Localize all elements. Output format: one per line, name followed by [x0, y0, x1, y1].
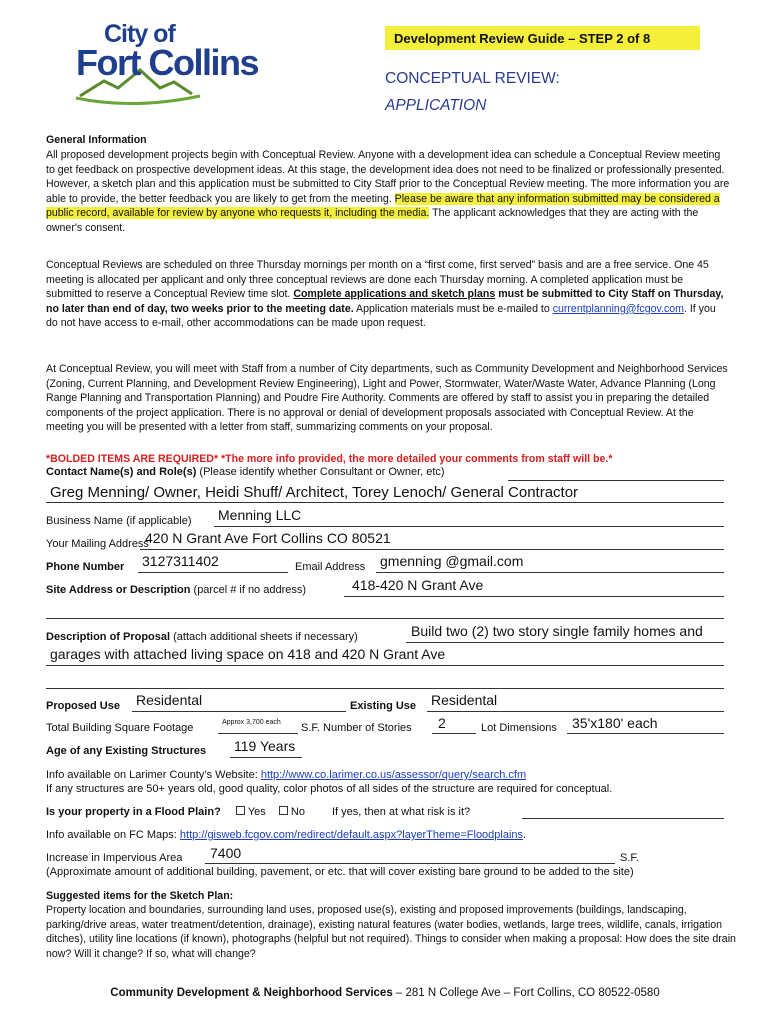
desc-line-3 — [46, 688, 724, 689]
email-instructions: Application materials must be e-mailed to — [356, 302, 550, 315]
site-label: Site Address or Description — [46, 584, 191, 596]
site-label-row — [46, 584, 306, 596]
email-label: Email Address — [295, 561, 366, 573]
contact-hint: (Please identify whether Consultant or Owner, etc) — [199, 466, 445, 478]
desc-input-2[interactable]: garages with attached living space on 418 and 420 N Grant Ave — [50, 646, 446, 662]
stories-line — [432, 733, 476, 734]
phone-label: Phone Number — [46, 561, 125, 573]
site-line-2 — [46, 618, 724, 619]
flood-no-checkbox[interactable] — [279, 806, 288, 815]
guide-label: Development Review Guide – STEP 2 of 8 — [394, 31, 651, 46]
impervious-input[interactable]: 7400 — [210, 845, 242, 861]
mailing-label: Your Mailing Address — [46, 538, 149, 550]
sqft-input[interactable]: Approx 3,700 each — [222, 719, 281, 726]
lot-input[interactable]: 35'x180' each — [572, 715, 658, 731]
deadline-text: must be submitted to City Staff on Thursday, no later than end of day, two weeks prior to the meeting date. — [46, 288, 724, 315]
impervious-note: (Approximate amount of additional building, pavement, or etc. that will cover existing bare ground to be added to the site) — [46, 866, 634, 878]
proposed-label: Proposed Use — [46, 700, 120, 712]
flood-no-option[interactable] — [279, 806, 305, 818]
sqft-line — [218, 733, 298, 734]
general-paragraph-3: At Conceptual Review, you will meet with Staff from a number of City departments, such as Community Development and Neighborhood Services (Zoning, Current Planning, and Development Review Engineering), Light and Power, Stormwater, Water/Waste Water, Advance Planning (Long Range Planning and Transportation Planning) and Poudre Fire Authority. Comments are offered by staff to assist you in preparing the detailed components of the project application. There is no approval or denial of development proposals associated with Conceptual Review. At the meeting you will be presented with a letter from staff, summarizing comments on your proposal. — [46, 363, 728, 434]
schedule-text: Conceptual Reviews are scheduled on three Thursday mornings per month on a “first come, first served” basis and are a free service. One 45 meeting is allocated per applicant and only three conceptual reviews are done each Thursday morning. A completed application must be submitted to reserve a Conceptual Review time slot. — [46, 259, 709, 301]
proposed-input[interactable]: Residental — [136, 692, 203, 708]
phone-line — [138, 572, 288, 573]
existing-input[interactable]: Residental — [431, 692, 498, 708]
sketch-body: Property location and boundaries, surrounding land uses, proposed use(s), existing and proposed improvements (buildings, landscaping, parking/drive areas, water treatment/detention, drainage), existing natural features (water bodies, wetlands, large trees, wildlife, canals, irrigation ditches), utility line locations (if known), photographs (helpful but not required). Things to consider when making a proposal: How does the site drain now? Will it change? If so, what will change? — [46, 904, 736, 960]
sketch-heading: Suggested items for the Sketch Plan: — [46, 890, 234, 902]
footer-dept: Community Development & Neighborhood Services — [110, 987, 393, 999]
impervious-unit: S.F. — [620, 852, 639, 864]
required-note: *BOLDED ITEMS ARE REQUIRED* *The more info provided, the more detailed your comments from staff will be.* — [46, 453, 613, 465]
existing-line — [427, 711, 724, 712]
general-paragraph-2 — [46, 258, 730, 331]
stories-input[interactable]: 2 — [438, 715, 446, 731]
accommodations-text: . If you do not have access to e-mail, other accommodations can be made upon request. — [46, 302, 716, 330]
impervious-line — [205, 863, 615, 864]
proposed-line — [132, 711, 346, 712]
sqft-unit: S.F. Number of Stories — [301, 722, 412, 734]
desc-label-row — [46, 631, 358, 643]
general-p1-text: All proposed development projects begin with Conceptual Review. Anyone with a development idea can schedule a Conceptual Review meeting to get feedback on prospective development ideas. At this stage, the development idea does not need to be finalized or professionally presented. However, a sketch plan and this application must be submitted to City Staff prior to the Conceptual Review meeting. The more information you are able to provide, the better feedback you are likely to get from the meeting. — [46, 149, 730, 205]
age-label: Age of any Existing Structures — [46, 745, 207, 757]
footer — [0, 987, 770, 999]
contact-label: Contact Name(s) and Role(s) — [46, 466, 197, 478]
general-heading: General Information — [46, 134, 147, 146]
existing-label: Existing Use — [350, 700, 417, 712]
general-paragraph-1 — [46, 148, 730, 236]
logo-fort-collins: Fort Collins — [76, 42, 258, 83]
flood-label: Is your property in a Flood Plain? — [46, 806, 221, 818]
lot-label: Lot Dimensions — [481, 722, 557, 734]
site-line-1 — [344, 596, 724, 597]
contact-line-2 — [46, 502, 724, 503]
desc-input-1[interactable]: Build two (2) two story single family homes and — [411, 623, 703, 639]
fcmaps-link[interactable]: http://gisweb.fcgov.com/redirect/default.aspx?layerTheme=Floodplains — [179, 829, 524, 841]
flood-yes-checkbox[interactable] — [236, 806, 245, 815]
site-input[interactable]: 418-420 N Grant Ave — [352, 577, 484, 593]
mailing-input[interactable]: 420 N Grant Ave Fort Collins CO 80521 — [145, 530, 391, 546]
email-input[interactable]: gmenning @gmail.com — [380, 553, 524, 569]
photos-note: If any structures are 50+ years old, good quality, color photos of all sides of the structure are required for conceptual. — [46, 783, 613, 795]
larimer-link[interactable]: http://www.co.larimer.co.us/assessor/query/search.cfm — [260, 769, 527, 781]
site-hint: (parcel # if no address) — [193, 584, 307, 596]
mailing-line — [140, 549, 724, 550]
impervious-label: Increase in Impervious Area — [46, 852, 183, 864]
fcmaps-label: Info available on FC Maps: — [46, 829, 177, 841]
email-line — [376, 572, 724, 573]
business-label: Business Name (if applicable) — [46, 515, 192, 527]
desc-hint: (attach additional sheets if necessary) — [173, 631, 358, 643]
flood-yes-label: Yes — [247, 806, 266, 818]
flood-no-label: No — [290, 806, 305, 818]
lot-line — [567, 733, 724, 734]
flood-row — [46, 806, 470, 818]
public-record-notice: Please be aware that any information submitted may be considered a public record, available for review by anyone who requests it, including the media. — [46, 192, 720, 220]
desc-label: Description of Proposal — [46, 631, 171, 643]
city-logo — [74, 20, 304, 118]
complete-applications-text: Complete applications and sketch plans — [293, 288, 496, 301]
desc-line-1 — [406, 642, 724, 643]
phone-input[interactable]: 3127311402 — [142, 553, 219, 569]
email-link[interactable]: currentplanning@fcgov.com — [552, 302, 684, 315]
business-line — [214, 526, 724, 527]
flood-yes-option[interactable] — [236, 806, 266, 818]
footer-address: – 281 N College Ave – Fort Collins, CO 80522-0580 — [392, 987, 660, 999]
contact-label-row — [46, 466, 445, 478]
larimer-label: Info available on Larimer County’s Website: — [46, 769, 258, 781]
sqft-label: Total Building Square Footage — [46, 722, 194, 734]
larimer-row — [46, 769, 526, 781]
logo-city-of: City of — [104, 20, 175, 48]
flood-risk-label: If yes, then at what risk is it? — [332, 806, 471, 818]
age-input[interactable]: 119 Years — [234, 738, 296, 754]
page-subtitle: APPLICATION — [385, 97, 487, 114]
consent-text: The applicant acknowledges that they are acting with the owner's consent. — [46, 207, 699, 234]
age-line — [230, 757, 302, 758]
fcmaps-row — [46, 829, 526, 841]
fcmaps-period: . — [523, 829, 527, 841]
business-input[interactable]: Menning LLC — [218, 507, 302, 523]
desc-line-2 — [46, 665, 724, 666]
page-title: CONCEPTUAL REVIEW: — [385, 70, 560, 87]
contact-input[interactable]: Greg Menning/ Owner, Heidi Shuff/ Architect, Torey Lenoch/ General Contractor — [50, 484, 579, 501]
contact-line-1 — [508, 480, 724, 481]
flood-risk-line[interactable] — [522, 818, 724, 819]
